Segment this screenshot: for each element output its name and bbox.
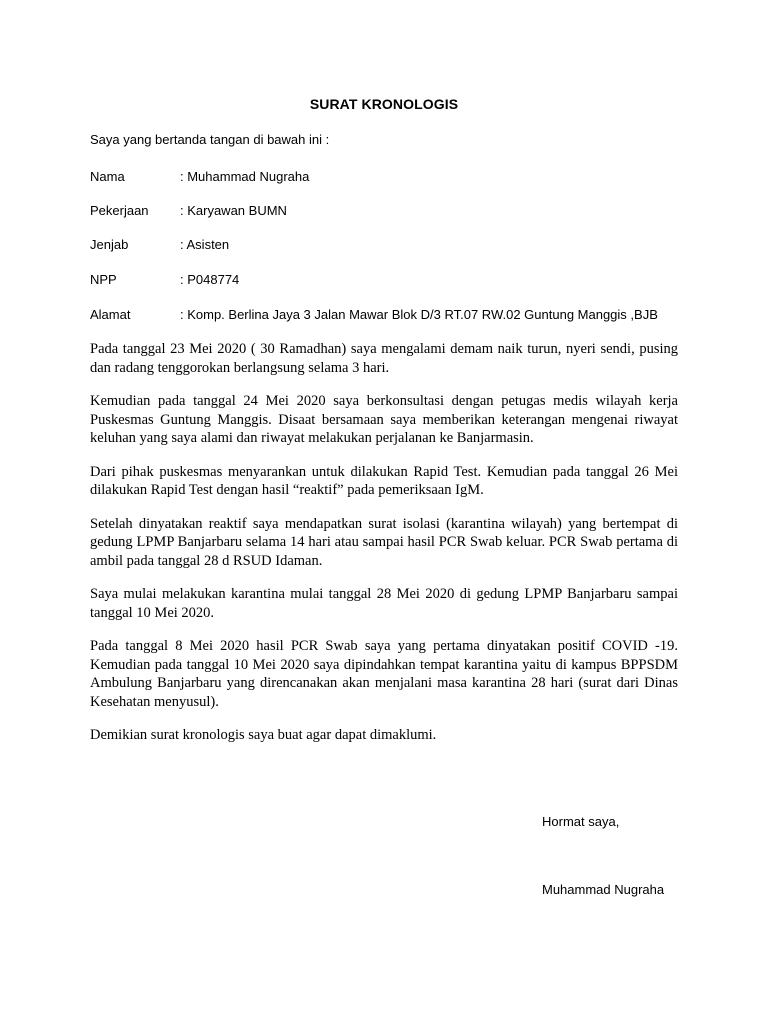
field-value: : P048774 [180,272,240,287]
field-value: : Komp. Berlina Jaya 3 Jalan Mawar Blok D/3 RT.07 RW.02 Guntung Manggis ,BJB [180,307,658,322]
field-jenjab [90,237,690,255]
field-label: NPP [90,272,117,287]
letter-title: SURAT KRONOLOGIS [309,96,459,112]
body-paragraph: Demikian surat kronologis saya buat agar dapat dimaklumi. [90,727,437,743]
body-paragraph: Dari pihak puskesmas menyarankan untuk dilakukan Rapid Test. Kemudian pada tanggal 26 Mei dilakukan Rapid Test dengan hasil “reaktif” pada pemeriksaan IgM. [90,463,678,498]
body-paragraph: Kemudian pada tanggal 24 Mei 2020 saya berkonsultasi dengan petugas medis wilayah kerja Puskesmas Guntung Manggis. Disaat bersamaan saya memberikan keterangan mengenai riwayat keluhan yang saya alami dan riwayat melakukan perjalanan ke Banjarmasin. [90,393,678,446]
letter-body [90,340,678,760]
field-value: : Karyawan BUMN [180,203,287,218]
field-pekerjaan [90,203,690,221]
field-alamat [90,307,690,325]
body-paragraph: Pada tanggal 8 Mei 2020 hasil PCR Swab saya yang pertama dinyatakan positif COVID -19. Kemudian pada tanggal 10 Mei 2020 saya dipindahkan tempat karantina yaitu di kampus BPPSDM Ambulung Banjarbaru yang direncanakan akan menjalani masa karantina 28 hari (surat dari Dinas Kesehatan menyusul). [90,638,678,710]
signer-name: Muhammad Nugraha [542,882,665,897]
field-value: : Asisten [180,237,230,252]
body-paragraph: Setelah dinyatakan reaktif saya mendapatkan surat isolasi (karantina wilayah) yang bertempat di gedung LPMP Banjarbaru selama 14 hari atau sampai hasil PCR Swab keluar. PCR Swab pertama di ambil pada tanggal 28 d RSUD Idaman. [90,515,678,569]
field-value: : Muhammad Nugraha [180,169,310,184]
field-nama [90,169,690,187]
field-label: Jenjab [90,237,129,252]
intro-line: Saya yang bertanda tangan di bawah ini : [90,132,330,147]
field-label: Pekerjaan [90,203,149,218]
closing-salutation: Hormat saya, [542,814,620,829]
field-label: Nama [90,169,125,184]
field-npp [90,272,690,290]
body-paragraph: Saya mulai melakukan karantina mulai tanggal 28 Mei 2020 di gedung LPMP Banjarbaru sampai tanggal 10 Mei 2020. [90,586,678,621]
field-label: Alamat [90,307,131,322]
body-paragraph: Pada tanggal 23 Mei 2020 ( 30 Ramadhan) saya mengalami demam naik turun, nyeri sendi, pusing dan radang tenggorokan berlangsung selama 3 hari. [90,341,678,376]
